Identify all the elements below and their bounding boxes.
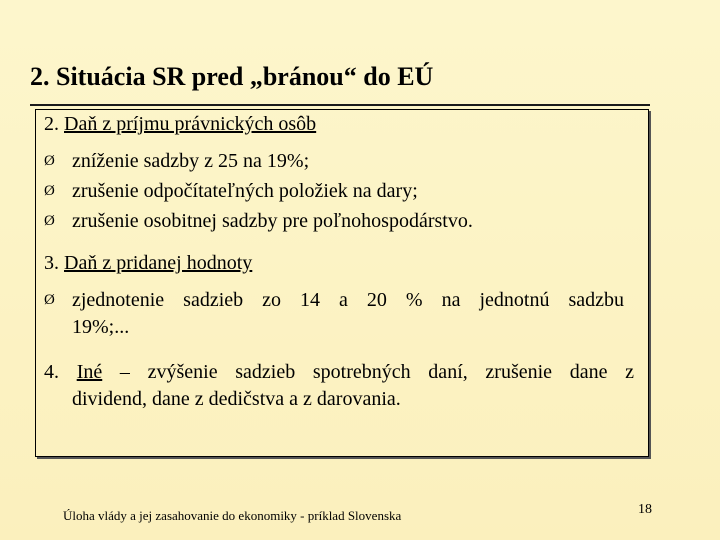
section-2-heading xyxy=(44,113,316,136)
section-4-number: 4. xyxy=(44,361,59,383)
section-2-number: 2. xyxy=(44,113,59,135)
section-2-bullet-3: zrušenie osobitnej sadzby pre poľnohospodárstvo. xyxy=(72,210,473,232)
bullet-arrow-icon: Ø xyxy=(44,153,55,169)
bullet-arrow-icon: Ø xyxy=(44,213,55,229)
section-3-title: Daň z pridanej hodnoty xyxy=(64,252,253,274)
section-4-text: – zvýšenie sadzieb spotrebných daní, zrušenie dane z xyxy=(119,361,635,383)
section-3-heading xyxy=(44,252,252,275)
title-divider xyxy=(30,104,650,106)
section-2-title: Daň z príjmu právnických osôb xyxy=(64,113,317,135)
bullet-arrow-icon: Ø xyxy=(44,183,55,199)
section-2-bullet-2: zrušenie odpočítateľných položiek na dary; xyxy=(72,180,418,202)
section-3-bullet-line-1: zjednotenie sadzieb zo 14 a 20 % na jednotnú sadzbu xyxy=(72,289,624,311)
section-2-bullet-1: zníženie sadzby z 25 na 19%; xyxy=(72,150,310,172)
slide-title: 2. Situácia SR pred „bránou“ do EÚ xyxy=(30,62,434,91)
section-3-bullet-line-2: 19%;... xyxy=(72,316,130,338)
footer-text: Úloha vlády a jej zasahovanie do ekonomiky - príklad Slovenska xyxy=(63,508,402,523)
section-4-line-1 xyxy=(44,361,634,384)
page-number: 18 xyxy=(638,502,652,517)
section-4-line-2: dividend, dane z dedičstva a z darovania. xyxy=(72,388,401,410)
bullet-arrow-icon: Ø xyxy=(44,292,55,308)
section-3-number: 3. xyxy=(44,252,59,274)
section-4-title: Iné xyxy=(76,361,103,383)
